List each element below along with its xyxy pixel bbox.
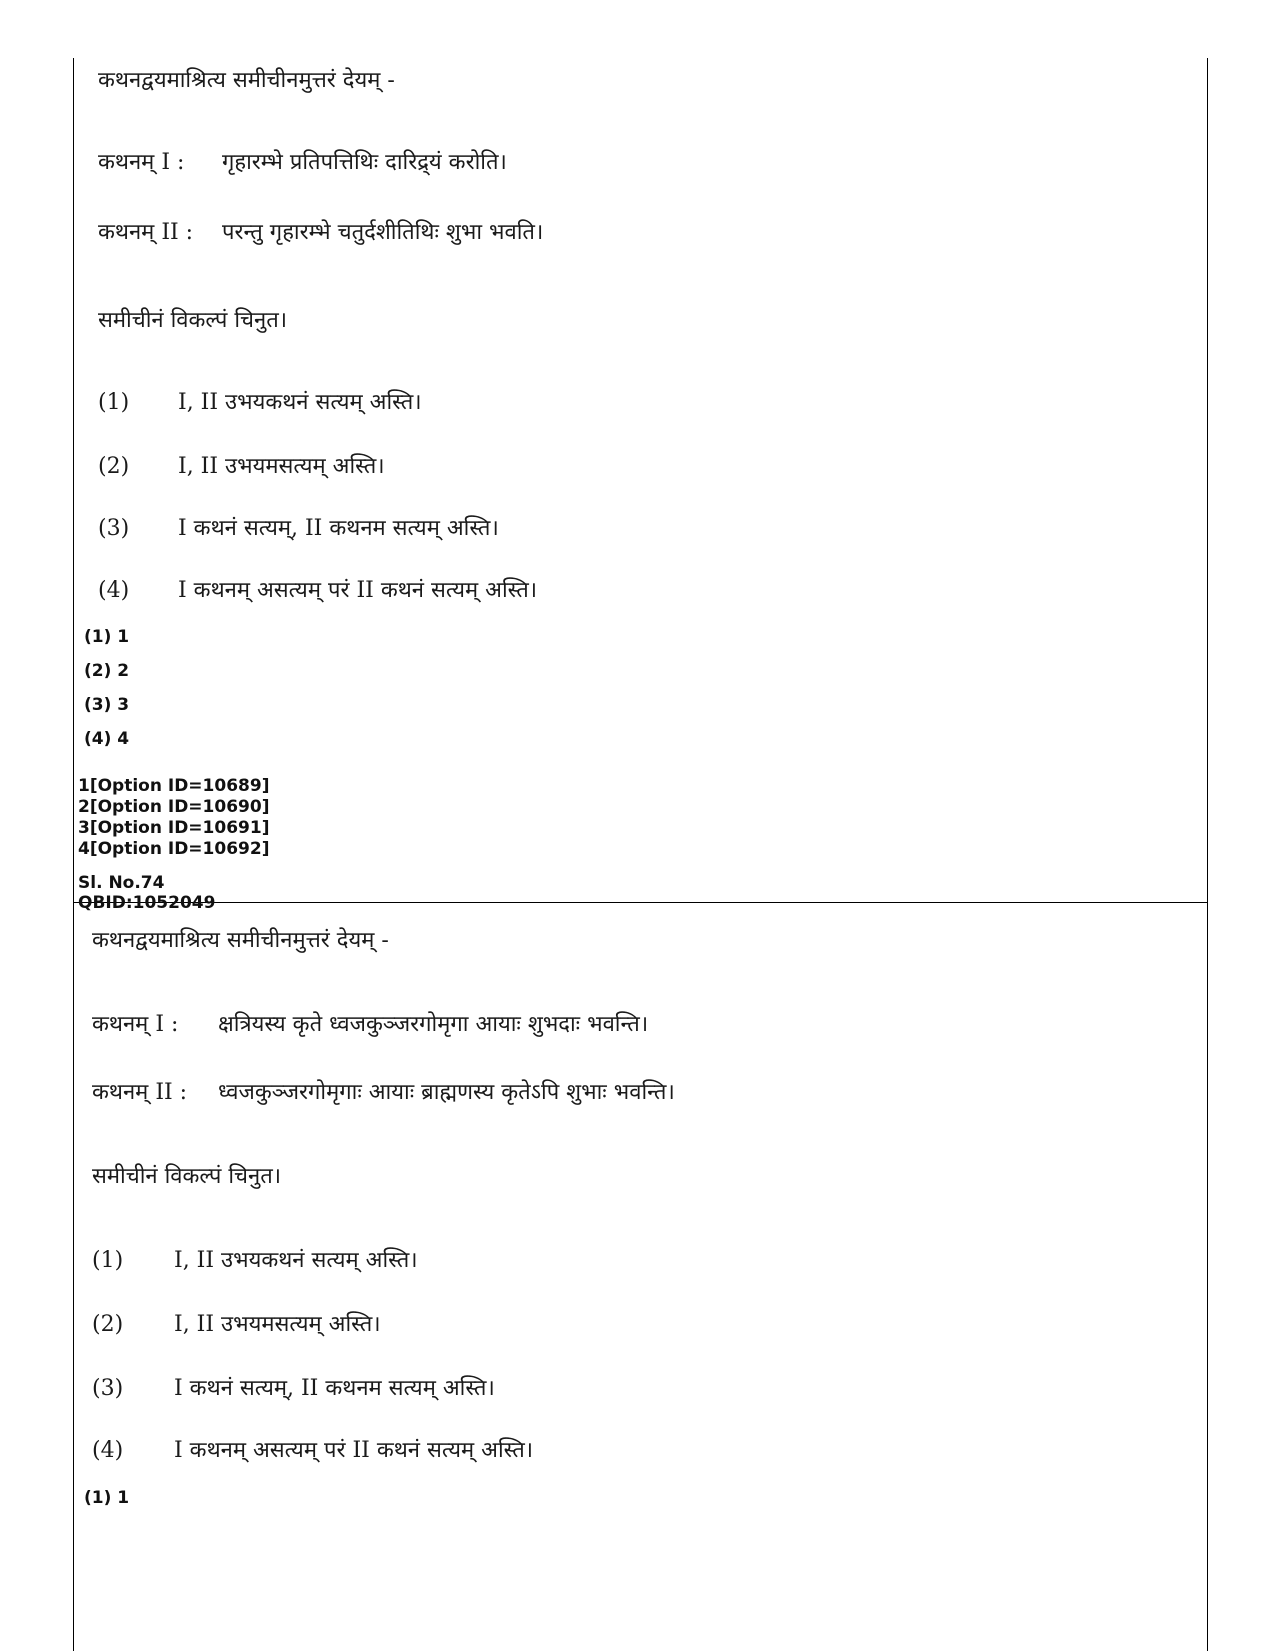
question-bank-id: QBID:1052049 [78,893,216,913]
option-id: 2[Option ID=10690] [78,797,270,817]
statement-1-label: कथनम् I : [92,1012,179,1037]
statement-2-label: कथनम् II : [98,220,194,245]
left-border [73,58,74,1651]
choose-instruction: समीचीनं विकल्पं चिनुत। [92,1164,282,1189]
choice-number: (1) [92,1248,124,1273]
statement-2-label: कथनम् II : [92,1080,188,1105]
choice-text: I कथनम् असत्यम् परं II कथनं सत्यम् अस्ति। [178,578,538,603]
answer-option: (1) 1 [84,1488,130,1508]
answer-option: (2) 2 [84,661,130,681]
choice-text: I, II उभयमसत्यम् अस्ति। [174,1312,381,1337]
statement-2-text: परन्तु गृहारम्भे चतुर्दशीतिथिः शुभा भवति। [222,220,544,245]
right-border [1207,58,1208,1651]
question-intro: कथनद्वयमाश्रित्य समीचीनमुत्तरं देयम् - [92,928,389,953]
choice-number: (1) [98,390,130,415]
statement-1-text: क्षत्रियस्य कृते ध्वजकुञ्जरगोमृगा आयाः शुभदाः भवन्ति। [218,1012,649,1037]
choice-text: I, II उभयकथनं सत्यम् अस्ति। [174,1248,418,1273]
choice-text: I, II उभयमसत्यम् अस्ति। [178,454,385,479]
choice-number: (2) [98,454,130,479]
choice-text: I कथनं सत्यम्, II कथनम सत्यम् अस्ति। [178,516,499,541]
choice-text: I कथनम् असत्यम् परं II कथनं सत्यम् अस्ति। [174,1438,534,1463]
choice-number: (4) [92,1438,124,1463]
choice-number: (2) [92,1312,124,1337]
choose-instruction: समीचीनं विकल्पं चिनुत। [98,308,288,333]
statement-1-label: कथनम् I : [98,150,185,175]
option-id: 3[Option ID=10691] [78,818,270,838]
option-id: 1[Option ID=10689] [78,776,270,796]
answer-option: (3) 3 [84,695,130,715]
choice-number: (3) [92,1376,124,1401]
answer-option: (4) 4 [84,729,130,749]
question-divider [73,902,1208,903]
serial-number: Sl. No.74 [78,873,165,893]
choice-number: (3) [98,516,130,541]
choice-text: I, II उभयकथनं सत्यम् अस्ति। [178,390,422,415]
option-id: 4[Option ID=10692] [78,839,270,859]
question-intro: कथनद्वयमाश्रित्य समीचीनमुत्तरं देयम् - [98,68,395,93]
choice-text: I कथनं सत्यम्, II कथनम सत्यम् अस्ति। [174,1376,495,1401]
statement-2-text: ध्वजकुञ्जरगोमृगाः आयाः ब्राह्मणस्य कृतेऽपि शुभाः भवन्ति। [218,1080,675,1105]
choice-number: (4) [98,578,130,603]
statement-1-text: गृहारम्भे प्रतिपत्तिथिः दारिद्र्यं करोति। [222,150,507,175]
answer-option: (1) 1 [84,627,130,647]
